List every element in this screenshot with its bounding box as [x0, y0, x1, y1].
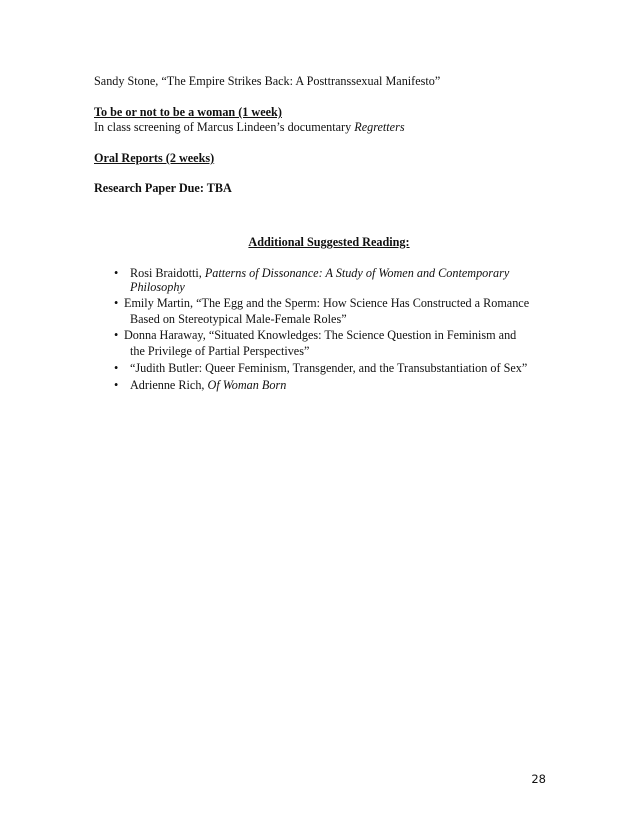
reading-item-braidotti: [130, 266, 509, 281]
reading-title: Patterns of Dissonance: A Study of Women and Contemporary: [204, 266, 510, 280]
bullet-glyph: •: [114, 378, 119, 392]
reading-item-butler: “Judith Butler: Queer Feminism, Transgender, and the Transubstantiation of Sex”: [130, 361, 528, 375]
page-number: 28: [531, 772, 546, 786]
reading-item-martin-continued: Based on Stereotypical Male-Female Roles”: [130, 312, 347, 326]
reading-sandy-stone: Sandy Stone, “The Empire Strikes Back: A Posttranssexual Manifesto”: [94, 74, 441, 88]
documentary-title: Regretters: [354, 120, 405, 134]
additional-reading-heading: Additional Suggested Reading:: [248, 235, 410, 249]
reading-author: Adrienne Rich,: [130, 378, 208, 392]
screening-text: In class screening of Marcus Lindeen’s documentary: [94, 120, 355, 134]
bullet-glyph: •: [114, 266, 119, 280]
section-heading-research-paper: Research Paper Due: TBA: [94, 181, 232, 195]
screening-line: [94, 120, 405, 135]
bullet-glyph: •: [114, 328, 119, 342]
reading-title-continued: Philosophy: [130, 280, 185, 294]
bullet-glyph: •: [114, 296, 119, 310]
bullet-glyph: •: [114, 361, 119, 375]
reading-item-rich: [130, 378, 286, 393]
reading-item-haraway-continued: the Privilege of Partial Perspectives”: [130, 344, 310, 358]
reading-item-martin: Emily Martin, “The Egg and the Sperm: How Science Has Constructed a Romance: [124, 296, 530, 310]
reading-item-haraway: Donna Haraway, “Situated Knowledges: The Science Question in Feminism and: [124, 328, 517, 342]
reading-title: Of Woman Born: [207, 378, 287, 392]
section-heading-oral-reports: Oral Reports (2 weeks): [94, 151, 215, 165]
reading-author: Rosi Braidotti,: [130, 266, 205, 280]
section-heading-woman: To be or not to be a woman (1 week): [94, 105, 282, 119]
